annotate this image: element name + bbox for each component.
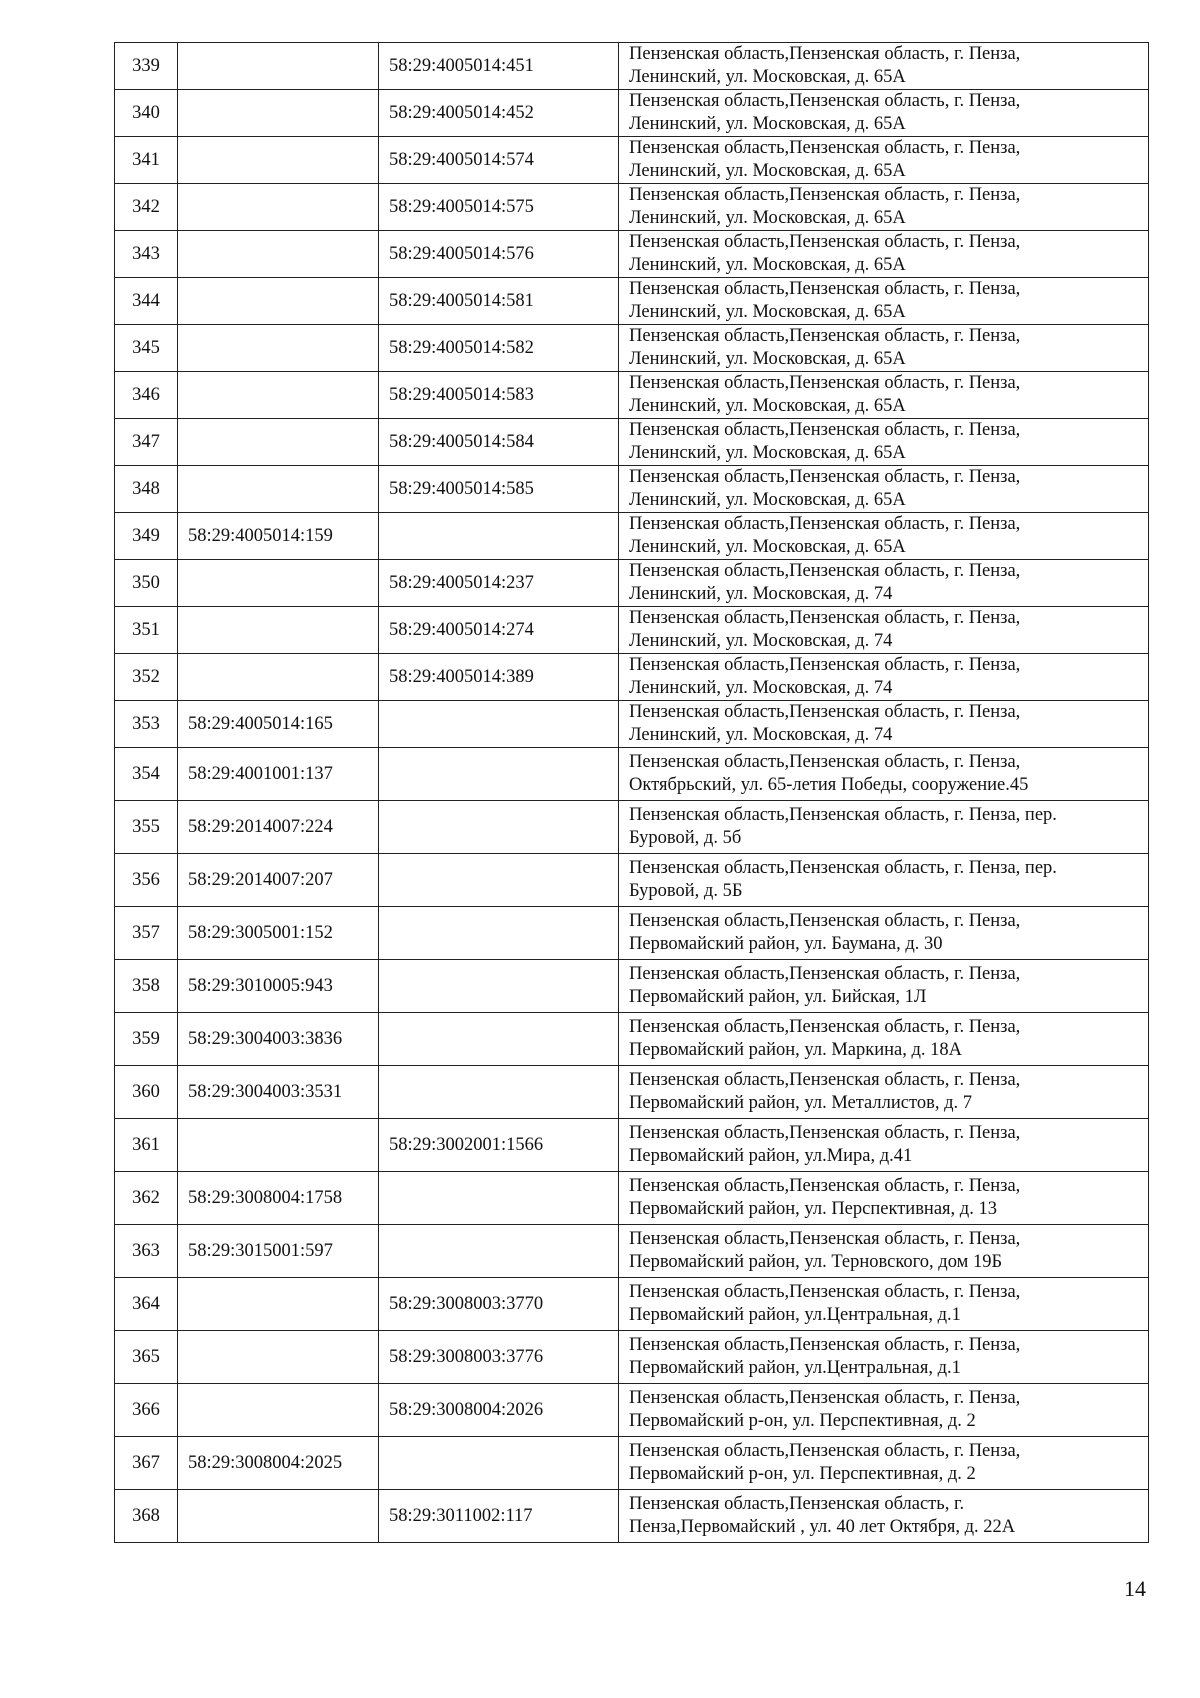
row-number-cell: 344 — [115, 278, 178, 325]
object-cadastral-number-cell: 58:29:3008003:3776 — [379, 1331, 619, 1384]
table-row — [115, 1172, 1149, 1225]
land-cadastral-number-cell — [178, 560, 379, 607]
table-row — [115, 801, 1149, 854]
row-number-cell: 357 — [115, 907, 178, 960]
table-row — [115, 1278, 1149, 1331]
address-cell — [619, 1331, 1149, 1384]
land-cadastral-number-cell: 58:29:3004003:3836 — [178, 1013, 379, 1066]
object-cadastral-number-cell — [379, 513, 619, 560]
address-line-1: Пензенская область,Пензенская область, г. Пенза, — [629, 1176, 1021, 1196]
table-row — [115, 907, 1149, 960]
land-cadastral-number-cell: 58:29:3008004:2025 — [178, 1437, 379, 1490]
address-line-2: Пенза,Первомайский , ул. 40 лет Октября, д. 22А — [629, 1517, 1016, 1537]
land-cadastral-number-cell: 58:29:3010005:943 — [178, 960, 379, 1013]
land-cadastral-number-cell: 58:29:2014007:224 — [178, 801, 379, 854]
address-line-1: Пензенская область,Пензенская область, г. Пенза, — [629, 1017, 1021, 1037]
address-line-2: Первомайский район, ул. Маркина, д. 18А — [629, 1040, 963, 1060]
address-cell — [619, 1490, 1149, 1543]
address-line-2: Первомайский район, ул. Бийская, 1Л — [629, 987, 927, 1007]
object-cadastral-number-cell — [379, 748, 619, 801]
object-cadastral-number-cell: 58:29:3008003:3770 — [379, 1278, 619, 1331]
row-number-cell: 348 — [115, 466, 178, 513]
address-cell — [619, 1278, 1149, 1331]
land-cadastral-number-cell — [178, 466, 379, 513]
address-line-1: Пензенская область,Пензенская область, г. Пенза, — [629, 91, 1021, 111]
address-cell — [619, 1225, 1149, 1278]
table-row — [115, 1119, 1149, 1172]
address-line-2: Первомайский р-он, ул. Перспективная, д. 2 — [629, 1411, 976, 1431]
address-line-2: Ленинский, ул. Московская, д. 65А — [629, 537, 906, 557]
row-number-cell: 352 — [115, 654, 178, 701]
row-number-cell: 355 — [115, 801, 178, 854]
address-cell — [619, 278, 1149, 325]
table-row — [115, 513, 1149, 560]
address-cell — [619, 607, 1149, 654]
address-cell — [619, 231, 1149, 278]
address-line-2: Первомайский район, ул.Мира, д.41 — [629, 1146, 913, 1166]
registry-table-body — [115, 43, 1149, 1543]
address-cell — [619, 748, 1149, 801]
object-cadastral-number-cell: 58:29:4005014:583 — [379, 372, 619, 419]
land-cadastral-number-cell — [178, 325, 379, 372]
address-line-1: Пензенская область,Пензенская область, г. Пенза, — [629, 279, 1021, 299]
table-row — [115, 748, 1149, 801]
land-cadastral-number-cell: 58:29:3004003:3531 — [178, 1066, 379, 1119]
land-cadastral-number-cell — [178, 1384, 379, 1437]
land-cadastral-number-cell — [178, 43, 379, 90]
land-cadastral-number-cell — [178, 278, 379, 325]
land-cadastral-number-cell — [178, 1490, 379, 1543]
address-cell — [619, 960, 1149, 1013]
table-row — [115, 466, 1149, 513]
object-cadastral-number-cell — [379, 801, 619, 854]
address-line-1: Пензенская область,Пензенская область, г. Пенза, — [629, 1335, 1021, 1355]
address-line-2: Ленинский, ул. Московская, д. 74 — [629, 725, 893, 745]
row-number-cell: 356 — [115, 854, 178, 907]
object-cadastral-number-cell: 58:29:4005014:389 — [379, 654, 619, 701]
address-cell — [619, 1066, 1149, 1119]
row-number-cell: 339 — [115, 43, 178, 90]
object-cadastral-number-cell: 58:29:4005014:575 — [379, 184, 619, 231]
land-cadastral-number-cell — [178, 372, 379, 419]
land-cadastral-number-cell — [178, 654, 379, 701]
address-line-2: Первомайский район, ул. Перспективная, д. 13 — [629, 1199, 997, 1219]
address-line-1: Пензенская область,Пензенская область, г. Пенза, — [629, 911, 1021, 931]
address-line-1: Пензенская область,Пензенская область, г. Пенза, — [629, 655, 1021, 675]
land-cadastral-number-cell: 58:29:4005014:159 — [178, 513, 379, 560]
row-number-cell: 354 — [115, 748, 178, 801]
land-cadastral-number-cell — [178, 231, 379, 278]
address-line-1: Пензенская область,Пензенская область, г. Пенза, — [629, 752, 1021, 772]
address-cell — [619, 325, 1149, 372]
address-line-2: Ленинский, ул. Московская, д. 65А — [629, 255, 906, 275]
row-number-cell: 367 — [115, 1437, 178, 1490]
object-cadastral-number-cell: 58:29:4005014:452 — [379, 90, 619, 137]
address-line-2: Первомайский район, ул.Центральная, д.1 — [629, 1305, 961, 1325]
address-cell — [619, 1172, 1149, 1225]
address-cell — [619, 90, 1149, 137]
address-line-1: Пензенская область,Пензенская область, г. Пенза, пер. — [629, 858, 1057, 878]
table-row — [115, 278, 1149, 325]
address-line-2: Буровой, д. 5Б — [629, 881, 743, 901]
address-cell — [619, 801, 1149, 854]
address-line-2: Первомайский район, ул. Баумана, д. 30 — [629, 934, 943, 954]
object-cadastral-number-cell — [379, 701, 619, 748]
row-number-cell: 364 — [115, 1278, 178, 1331]
address-line-1: Пензенская область,Пензенская область, г. Пенза, — [629, 467, 1021, 487]
address-cell — [619, 1119, 1149, 1172]
address-cell — [619, 654, 1149, 701]
address-line-1: Пензенская область,Пензенская область, г. Пенза, — [629, 964, 1021, 984]
row-number-cell: 358 — [115, 960, 178, 1013]
row-number-cell: 351 — [115, 607, 178, 654]
object-cadastral-number-cell — [379, 1437, 619, 1490]
address-line-1: Пензенская область,Пензенская область, г. Пенза, — [629, 1123, 1021, 1143]
address-line-1: Пензенская область,Пензенская область, г. Пенза, — [629, 608, 1021, 628]
address-line-2: Ленинский, ул. Московская, д. 65А — [629, 443, 906, 463]
table-row — [115, 372, 1149, 419]
table-row — [115, 854, 1149, 907]
address-line-1: Пензенская область,Пензенская область, г. Пенза, — [629, 1441, 1021, 1461]
land-cadastral-number-cell — [178, 419, 379, 466]
table-row — [115, 419, 1149, 466]
land-cadastral-number-cell — [178, 1119, 379, 1172]
table-row — [115, 654, 1149, 701]
object-cadastral-number-cell — [379, 1225, 619, 1278]
address-line-1: Пензенская область,Пензенская область, г. Пенза, — [629, 185, 1021, 205]
address-cell — [619, 419, 1149, 466]
page-number: 14 — [1124, 1576, 1146, 1601]
row-number-cell: 343 — [115, 231, 178, 278]
address-cell — [619, 560, 1149, 607]
address-line-1: Пензенская область,Пензенская область, г. Пенза, — [629, 1229, 1021, 1249]
land-cadastral-number-cell: 58:29:3005001:152 — [178, 907, 379, 960]
row-number-cell: 345 — [115, 325, 178, 372]
address-line-1: Пензенская область,Пензенская область, г. Пенза, — [629, 1282, 1021, 1302]
address-line-2: Буровой, д. 5б — [629, 828, 742, 848]
land-cadastral-number-cell: 58:29:2014007:207 — [178, 854, 379, 907]
object-cadastral-number-cell: 58:29:4005014:576 — [379, 231, 619, 278]
object-cadastral-number-cell — [379, 1066, 619, 1119]
address-line-1: Пензенская область,Пензенская область, г. Пенза, пер. — [629, 805, 1057, 825]
address-cell — [619, 184, 1149, 231]
object-cadastral-number-cell — [379, 960, 619, 1013]
address-line-2: Ленинский, ул. Московская, д. 65А — [629, 161, 906, 181]
table-row — [115, 325, 1149, 372]
table-row — [115, 1013, 1149, 1066]
object-cadastral-number-cell: 58:29:4005014:574 — [379, 137, 619, 184]
row-number-cell: 341 — [115, 137, 178, 184]
table-row — [115, 1437, 1149, 1490]
table-row — [115, 231, 1149, 278]
row-number-cell: 359 — [115, 1013, 178, 1066]
object-cadastral-number-cell: 58:29:4005014:451 — [379, 43, 619, 90]
address-cell — [619, 1013, 1149, 1066]
row-number-cell: 347 — [115, 419, 178, 466]
row-number-cell: 349 — [115, 513, 178, 560]
table-row — [115, 701, 1149, 748]
table-row — [115, 43, 1149, 90]
object-cadastral-number-cell: 58:29:4005014:584 — [379, 419, 619, 466]
address-cell — [619, 466, 1149, 513]
address-cell — [619, 1437, 1149, 1490]
address-line-1: Пензенская область,Пензенская область, г. Пенза, — [629, 326, 1021, 346]
land-cadastral-number-cell: 58:29:4005014:165 — [178, 701, 379, 748]
row-number-cell: 346 — [115, 372, 178, 419]
address-line-2: Ленинский, ул. Московская, д. 74 — [629, 631, 893, 651]
row-number-cell: 362 — [115, 1172, 178, 1225]
table-row — [115, 137, 1149, 184]
address-cell — [619, 137, 1149, 184]
table-row — [115, 90, 1149, 137]
address-line-2: Первомайский район, ул. Терновского, дом 19Б — [629, 1252, 1003, 1272]
address-cell — [619, 372, 1149, 419]
address-line-2: Ленинский, ул. Московская, д. 74 — [629, 678, 893, 698]
object-cadastral-number-cell: 58:29:4005014:274 — [379, 607, 619, 654]
object-cadastral-number-cell — [379, 1172, 619, 1225]
object-cadastral-number-cell — [379, 854, 619, 907]
table-row — [115, 1225, 1149, 1278]
address-cell — [619, 907, 1149, 960]
land-cadastral-number-cell — [178, 90, 379, 137]
address-line-2: Ленинский, ул. Московская, д. 65А — [629, 67, 906, 87]
address-cell — [619, 1384, 1149, 1437]
row-number-cell: 353 — [115, 701, 178, 748]
address-line-2: Ленинский, ул. Московская, д. 65А — [629, 349, 906, 369]
address-line-1: Пензенская область,Пензенская область, г. Пенза, — [629, 1388, 1021, 1408]
land-cadastral-number-cell — [178, 1331, 379, 1384]
object-cadastral-number-cell: 58:29:3008004:2026 — [379, 1384, 619, 1437]
object-cadastral-number-cell — [379, 1013, 619, 1066]
table-row — [115, 1066, 1149, 1119]
address-cell — [619, 701, 1149, 748]
address-line-1: Пензенская область,Пензенская область, г. Пенза, — [629, 232, 1021, 252]
object-cadastral-number-cell: 58:29:4005014:582 — [379, 325, 619, 372]
address-line-1: Пензенская область,Пензенская область, г. — [629, 1494, 965, 1514]
address-line-2: Ленинский, ул. Московская, д. 65А — [629, 490, 906, 510]
registry-table — [114, 42, 1149, 1543]
object-cadastral-number-cell: 58:29:3011002:117 — [379, 1490, 619, 1543]
address-cell — [619, 513, 1149, 560]
row-number-cell: 363 — [115, 1225, 178, 1278]
land-cadastral-number-cell: 58:29:4001001:137 — [178, 748, 379, 801]
table-row — [115, 184, 1149, 231]
table-row — [115, 1384, 1149, 1437]
table-row — [115, 560, 1149, 607]
address-line-2: Первомайский район, ул.Центральная, д.1 — [629, 1358, 961, 1378]
address-line-1: Пензенская область,Пензенская область, г. Пенза, — [629, 514, 1021, 534]
address-line-1: Пензенская область,Пензенская область, г. Пенза, — [629, 1070, 1021, 1090]
address-line-2: Ленинский, ул. Московская, д. 65А — [629, 302, 906, 322]
address-line-2: Ленинский, ул. Московская, д. 65А — [629, 396, 906, 416]
object-cadastral-number-cell — [379, 907, 619, 960]
row-number-cell: 361 — [115, 1119, 178, 1172]
table-row — [115, 1490, 1149, 1543]
table-row — [115, 607, 1149, 654]
address-line-2: Ленинский, ул. Московская, д. 74 — [629, 584, 893, 604]
address-cell — [619, 854, 1149, 907]
address-line-1: Пензенская область,Пензенская область, г. Пенза, — [629, 702, 1021, 722]
row-number-cell: 365 — [115, 1331, 178, 1384]
land-cadastral-number-cell: 58:29:3015001:597 — [178, 1225, 379, 1278]
address-line-1: Пензенская область,Пензенская область, г. Пенза, — [629, 44, 1021, 64]
row-number-cell: 366 — [115, 1384, 178, 1437]
table-row — [115, 960, 1149, 1013]
address-cell — [619, 43, 1149, 90]
address-line-2: Ленинский, ул. Московская, д. 65А — [629, 208, 906, 228]
object-cadastral-number-cell: 58:29:4005014:581 — [379, 278, 619, 325]
land-cadastral-number-cell — [178, 1278, 379, 1331]
land-cadastral-number-cell: 58:29:3008004:1758 — [178, 1172, 379, 1225]
object-cadastral-number-cell: 58:29:3002001:1566 — [379, 1119, 619, 1172]
address-line-2: Первомайский р-он, ул. Перспективная, д. 2 — [629, 1464, 976, 1484]
row-number-cell: 360 — [115, 1066, 178, 1119]
land-cadastral-number-cell — [178, 184, 379, 231]
address-line-1: Пензенская область,Пензенская область, г. Пенза, — [629, 561, 1021, 581]
row-number-cell: 342 — [115, 184, 178, 231]
object-cadastral-number-cell: 58:29:4005014:585 — [379, 466, 619, 513]
row-number-cell: 350 — [115, 560, 178, 607]
row-number-cell: 368 — [115, 1490, 178, 1543]
row-number-cell: 340 — [115, 90, 178, 137]
table-row — [115, 1331, 1149, 1384]
address-line-1: Пензенская область,Пензенская область, г. Пенза, — [629, 138, 1021, 158]
address-line-1: Пензенская область,Пензенская область, г. Пенза, — [629, 373, 1021, 393]
land-cadastral-number-cell — [178, 137, 379, 184]
address-line-2: Первомайский район, ул. Металлистов, д. 7 — [629, 1093, 972, 1113]
address-line-1: Пензенская область,Пензенская область, г. Пенза, — [629, 420, 1021, 440]
address-line-2: Октябрьский, ул. 65-летия Победы, сооружение.45 — [629, 775, 1029, 795]
land-cadastral-number-cell — [178, 607, 379, 654]
object-cadastral-number-cell: 58:29:4005014:237 — [379, 560, 619, 607]
address-line-2: Ленинский, ул. Московская, д. 65А — [629, 114, 906, 134]
